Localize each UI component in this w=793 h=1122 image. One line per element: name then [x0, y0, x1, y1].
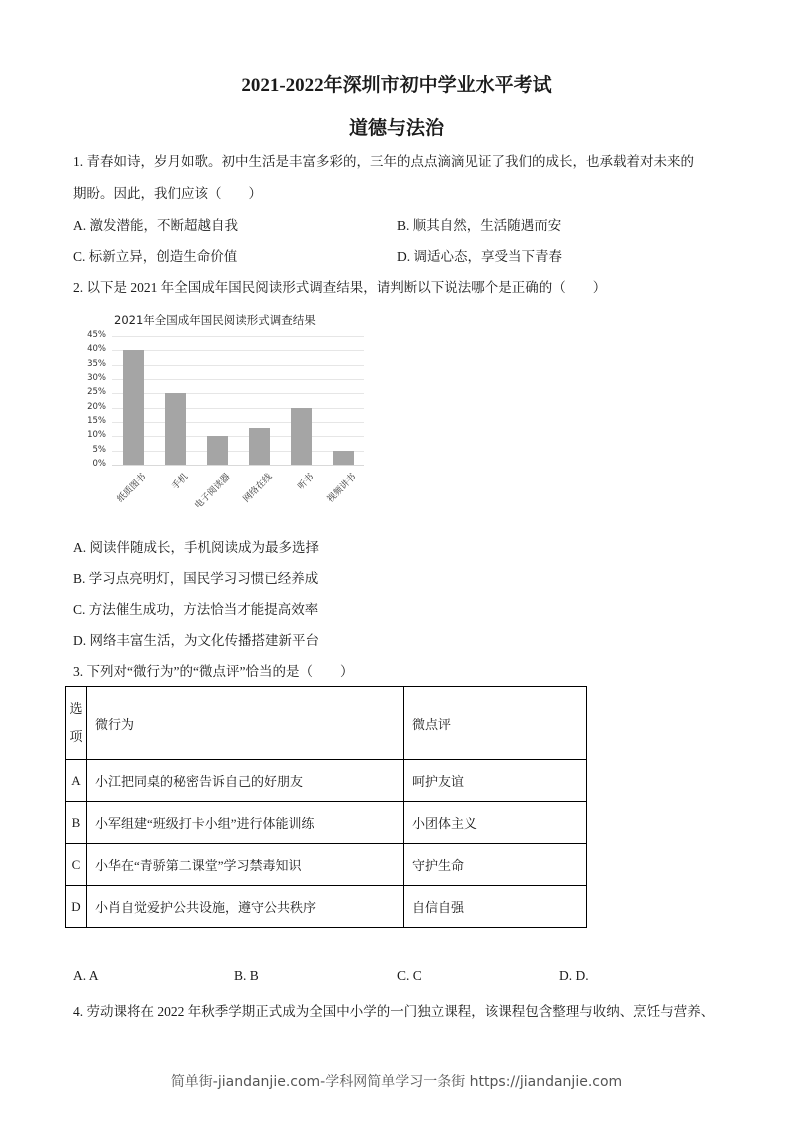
gridline: [112, 365, 364, 366]
y-tick-label: 5%: [92, 444, 106, 455]
y-tick-label: 35%: [87, 358, 106, 369]
gridline: [112, 379, 364, 380]
y-tick-label: 25%: [87, 387, 106, 398]
y-tick-label: 30%: [87, 373, 106, 383]
q2-option-b: B. 学习点亮明灯，国民学习习惯已经养成: [73, 571, 319, 586]
gridline: [112, 336, 364, 337]
q3-option-a: A. A: [73, 968, 99, 983]
y-tick-label: 20%: [87, 401, 106, 412]
x-tick-label: 网络在线: [241, 472, 275, 505]
x-tick-label: 视频讲书: [325, 472, 359, 505]
gridline: [112, 408, 364, 409]
table-row: D 小肖自觉爱护公共设施，遵守公共秩序 自信自强: [66, 886, 587, 928]
chart-plot-area: [87, 330, 364, 469]
table-row: C 小华在“青骄第二课堂”学习禁毒知识 守护生命: [66, 844, 587, 886]
table-header-row: [66, 687, 587, 760]
y-tick-label: 10%: [87, 430, 106, 441]
header-option: 选 项: [66, 687, 87, 760]
x-tick-label: 听书: [296, 472, 317, 492]
gridline: [112, 422, 364, 423]
reading-survey-chart: [76, 308, 376, 523]
q2-option-d: D. 网络丰富生活，为文化传播搭建新平台: [73, 633, 319, 648]
bar: [123, 350, 144, 465]
q2-option-a: A. 阅读伴随成长，手机阅读成为最多选择: [73, 540, 319, 555]
q3-option-c: C. C: [397, 968, 422, 983]
q1-option-d: D. 调适心态，享受当下青春: [397, 249, 562, 264]
q3-option-b: B. B: [234, 968, 259, 983]
header-micro-behavior: 微行为: [87, 687, 404, 760]
y-tick-label: 40%: [87, 344, 106, 355]
q4-stem: 4. 劳动课将在 2022 年秋季学期正式成为全国中小学的一门独立课程，该课程包含整理与收纳、烹饪与营养、: [73, 1004, 715, 1019]
q1-option-c: C. 标新立异，创造生命价值: [73, 249, 238, 264]
bar: [249, 428, 270, 465]
q1-stem-line2: 期盼。因此，我们应该（ ）: [73, 186, 262, 201]
gridline: [112, 451, 364, 452]
bar: [333, 451, 354, 465]
q1-option-b: B. 顺其自然，生活随遇而安: [397, 218, 562, 233]
gridline: [112, 350, 364, 351]
x-tick-label: 电子阅读器: [193, 472, 233, 512]
q3-option-d: D. D.: [559, 968, 589, 983]
watermark-footer: 简单街-jiandanjie.com-学科网简单学习一条街 https://jiandanjie.com: [170, 1074, 623, 1090]
gridline: [112, 393, 364, 394]
x-tick-label: 手机: [170, 472, 191, 492]
q3-table: [65, 686, 587, 928]
chart-title: 2021年全国成年国民阅读形式调查结果: [114, 313, 316, 327]
bar: [291, 408, 312, 465]
q1-stem-line1: 1. 青春如诗，岁月如歌。初中生活是丰富多彩的，三年的点点滴滴见证了我们的成长，也承载着对未来的: [73, 154, 694, 169]
bar: [165, 393, 186, 465]
x-tick-label: 纸质图书: [115, 472, 149, 505]
bar: [207, 436, 228, 465]
q2-stem: 2. 以下是 2021 年全国成年国民阅读形式调查结果，请判断以下说法哪个是正确的（ ）: [73, 280, 607, 295]
exam-title: 2021-2022年深圳市初中学业水平考试: [241, 75, 552, 96]
subject-title: 道德与法治: [348, 118, 444, 139]
q3-stem: 3. 下列对“微行为”的“微点评”恰当的是（ ）: [73, 664, 354, 679]
header-micro-comment: 微点评: [404, 687, 587, 760]
y-tick-label: 15%: [87, 416, 106, 426]
q1-option-a: A. 激发潜能，不断超越自我: [73, 218, 238, 233]
table-row: B 小军组建“班级打卡小组”进行体能训练 小团体主义: [66, 802, 587, 844]
y-tick-label: 45%: [87, 330, 106, 340]
q2-option-c: C. 方法催生成功，方法恰当才能提高效率: [73, 602, 319, 617]
y-tick-label: 0%: [92, 459, 106, 469]
table-row: A 小江把同桌的秘密告诉自己的好朋友 呵护友谊: [66, 760, 587, 802]
gridline: [112, 436, 364, 437]
